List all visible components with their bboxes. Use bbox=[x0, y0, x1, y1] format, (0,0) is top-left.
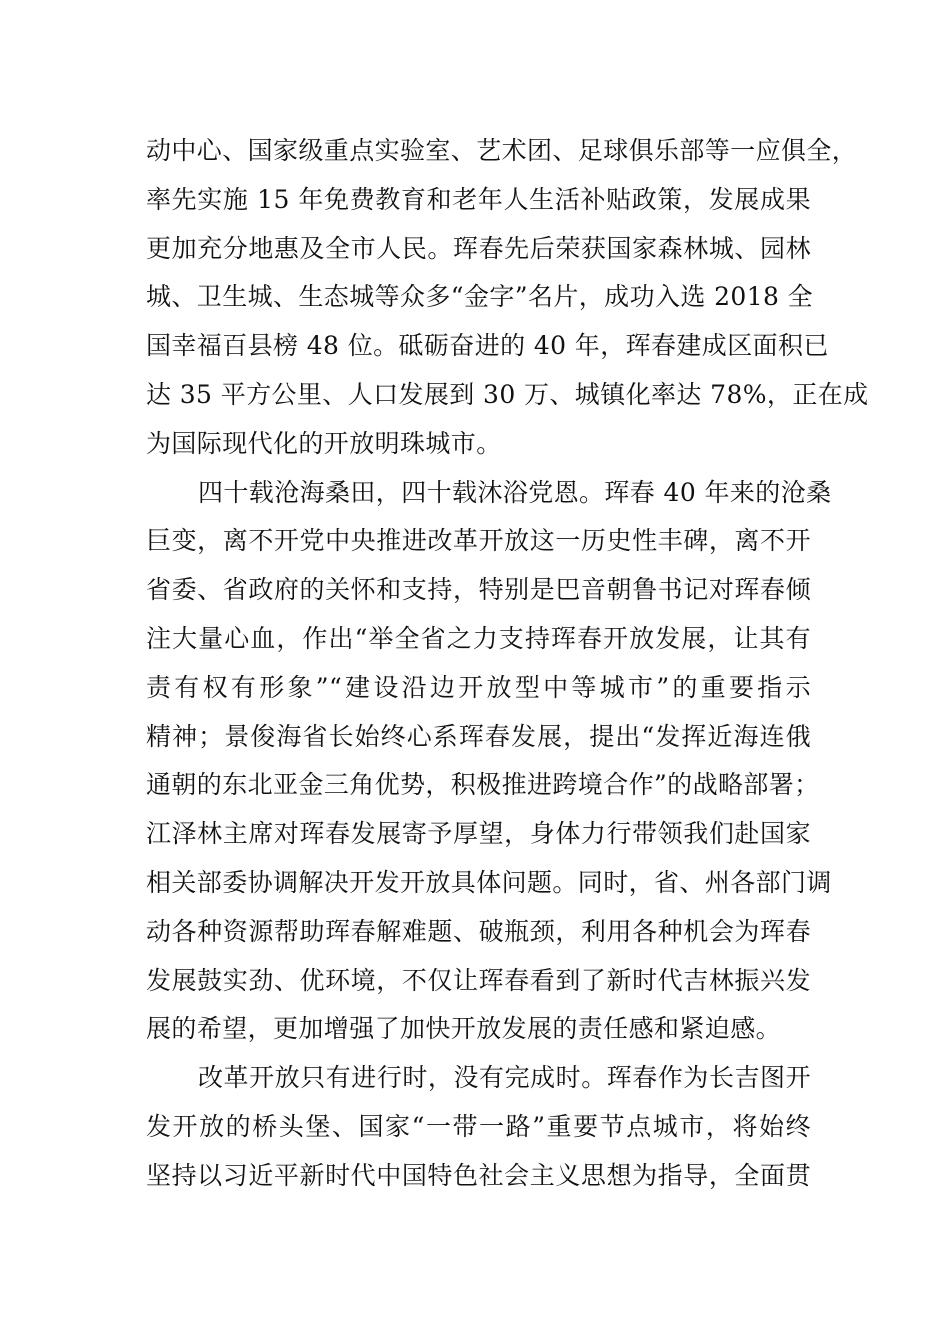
paragraph-1-line-2: 率先实施 15 年免费教育和老年人生活补贴政策，发展成果 bbox=[146, 184, 811, 214]
paragraph-1-line-6: 达 35 平方公里、人口发展到 30 万、城镇化率达 78%，正在成 bbox=[146, 379, 869, 409]
paragraph-2-line-6: 精神；景俊海省长始终心系珲春发展，提出“发挥近海连俄 bbox=[146, 721, 811, 751]
paragraph-1-line-7: 为国际现代化的开放明珠城市。 bbox=[146, 428, 502, 458]
paragraph-1-line-3: 更加充分地惠及全市人民。珲春先后荣获国家森林城、园林 bbox=[146, 233, 811, 263]
paragraph-2-line-12: 展的希望，更加增强了加快开放发展的责任感和紧迫感。 bbox=[146, 1014, 782, 1044]
paragraph-2-line-2: 巨变，离不开党中央推进改革开放这一历史性丰碑，离不开 bbox=[146, 526, 811, 556]
paragraph-2-line-10: 动各种资源帮助珲春解难题、破瓶颈，利用各种机会为珲春 bbox=[146, 916, 811, 946]
paragraph-1-line-1: 动中心、国家级重点实验室、艺术团、足球俱乐部等一应俱全， bbox=[146, 136, 858, 165]
paragraph-2-line-1: 四十载沧海桑田，四十载沐浴党恩。珲春 40 年来的沧桑 bbox=[198, 477, 832, 507]
paragraph-2-line-9: 相关部委协调解决开发开放具体问题。同时，省、州各部门调 bbox=[146, 867, 832, 897]
paragraph-2-line-4: 注大量心血，作出“举全省之力支持珲春开放发展，让其有 bbox=[146, 623, 811, 653]
paragraph-3-line-1: 改革开放只有进行时，没有完成时。珲春作为长吉图开 bbox=[198, 1063, 811, 1093]
paragraph-3-line-2: 发开放的桥头堡、国家“一带一路”重要节点城市，将始终 bbox=[146, 1111, 811, 1141]
paragraph-2-line-7: 通朝的东北亚金三角优势，积极推进跨境合作”的战略部署； bbox=[146, 770, 820, 800]
paragraph-2-line-3: 省委、省政府的关怀和支持，特别是巴音朝鲁书记对珲春倾 bbox=[146, 575, 811, 605]
paragraph-2-line-8: 江泽林主席对珲春发展寄予厚望，身体力行带领我们赴国家 bbox=[146, 819, 811, 849]
paragraph-1-line-5: 国幸福百县榜 48 位。砥砺奋进的 40 年，珲春建成区面积已 bbox=[146, 331, 829, 361]
paragraph-2-line-11: 发展鼓实劲、优环境，不仅让珲春看到了新时代吉林振兴发 bbox=[146, 965, 811, 995]
paragraph-3-line-3: 坚持以习近平新时代中国特色社会主义思想为指导，全面贯 bbox=[146, 1160, 811, 1190]
body-text bbox=[146, 127, 869, 1201]
paragraph-1-line-4: 城、卫生城、生态城等众多“金字”名片，成功入选 2018 全 bbox=[146, 282, 814, 312]
paragraph-2-line-5: 责有权有形象”“建设沿边开放型中等城市”的重要指示 bbox=[146, 672, 811, 702]
